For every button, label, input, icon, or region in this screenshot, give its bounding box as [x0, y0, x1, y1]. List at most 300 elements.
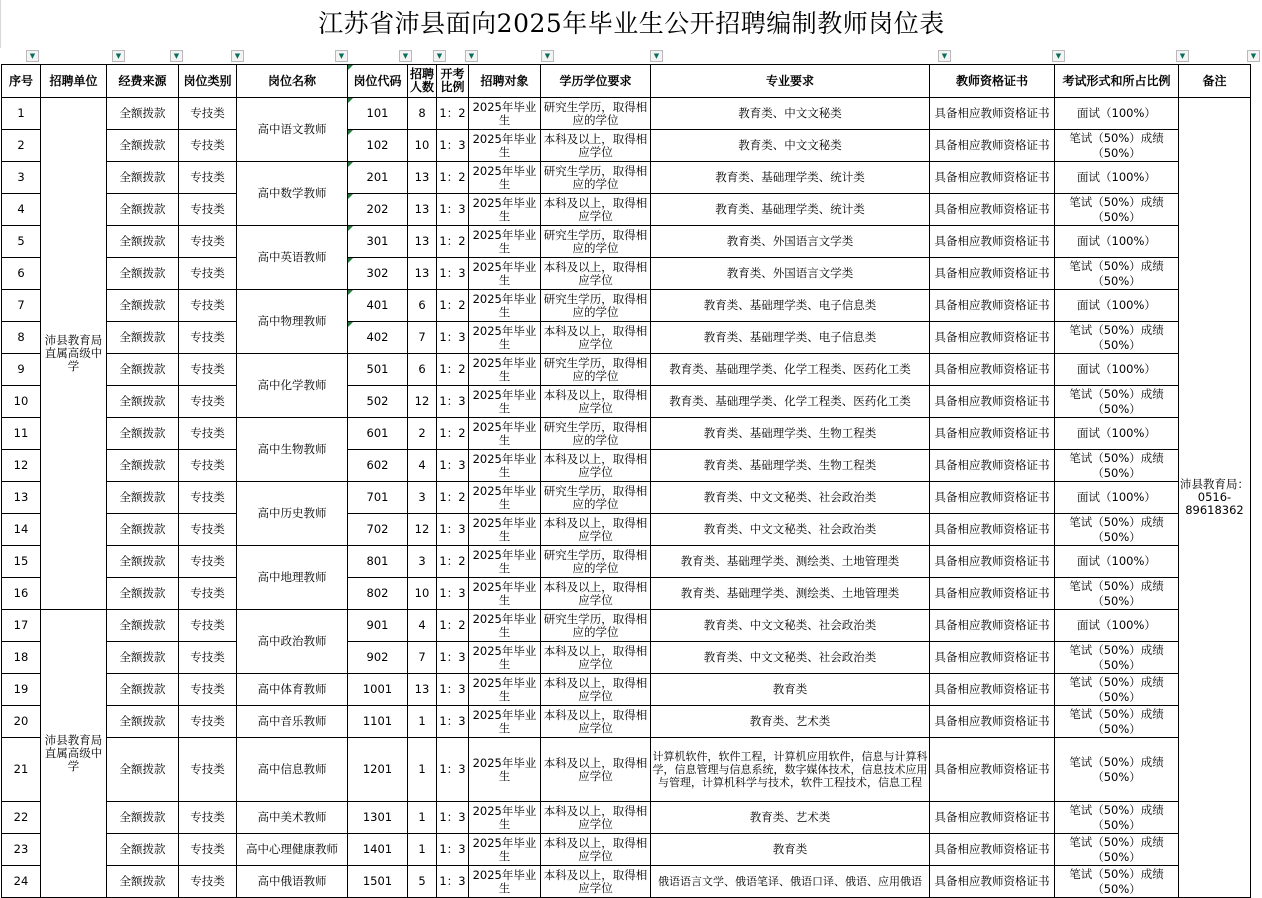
cell-ratio[interactable]: 1：2 [437, 290, 469, 322]
cell-ratio[interactable]: 1：2 [437, 98, 469, 130]
cell-education[interactable]: 本科及以上，取得相应学位 [541, 738, 651, 802]
cell-funding[interactable]: 全额拨款 [107, 322, 179, 354]
cell-post-code[interactable]: 502 [348, 386, 408, 418]
cell-count[interactable]: 10 [408, 578, 437, 610]
cell-post-name[interactable]: 高中地理教师 [237, 546, 348, 610]
cell-funding[interactable]: 全额拨款 [107, 226, 179, 258]
header-seq[interactable]: 序号 [2, 65, 41, 98]
cell-education[interactable]: 本科及以上，取得相应学位 [541, 866, 651, 898]
cell-post-code[interactable]: 102 [348, 130, 408, 162]
cell-cert[interactable]: 具备相应教师资格证书 [930, 866, 1055, 898]
cell-funding[interactable]: 全额拨款 [107, 290, 179, 322]
cell-cert[interactable]: 具备相应教师资格证书 [930, 322, 1055, 354]
cell-category[interactable]: 专技类 [179, 482, 237, 514]
cell-post-code[interactable]: 201 [348, 162, 408, 194]
cell-post-code[interactable]: 301 [348, 226, 408, 258]
cell-major[interactable]: 教育类、基础理学类、统计类 [651, 194, 930, 226]
cell-exam[interactable]: 面试（100%） [1055, 610, 1179, 642]
cell-funding[interactable]: 全额拨款 [107, 578, 179, 610]
cell-major[interactable]: 教育类、基础理学类、电子信息类 [651, 322, 930, 354]
cell-funding[interactable]: 全额拨款 [107, 610, 179, 642]
cell-education[interactable]: 本科及以上，取得相应学位 [541, 322, 651, 354]
cell-exam[interactable]: 面试（100%） [1055, 162, 1179, 194]
cell-target[interactable]: 2025年毕业生 [469, 674, 541, 706]
cell-exam[interactable]: 笔试（50%）成绩（50%） [1055, 450, 1179, 482]
cell-count[interactable]: 4 [408, 450, 437, 482]
cell-cert[interactable]: 具备相应教师资格证书 [930, 674, 1055, 706]
cell-funding[interactable]: 全额拨款 [107, 354, 179, 386]
header-remark[interactable]: 备注 [1179, 65, 1251, 98]
header-education[interactable]: 学历学位要求 [541, 65, 651, 98]
cell-major[interactable]: 教育类、基础理学类、生物工程类 [651, 418, 930, 450]
cell-count[interactable]: 13 [408, 162, 437, 194]
cell-post-name[interactable]: 高中心理健康教师 [237, 834, 348, 866]
cell-seq[interactable]: 24 [2, 866, 41, 898]
cell-exam[interactable]: 笔试（50%）成绩（50%） [1055, 866, 1179, 898]
cell-target[interactable]: 2025年毕业生 [469, 130, 541, 162]
header-cert[interactable]: 教师资格证书 [930, 65, 1055, 98]
cell-post-name[interactable]: 高中美术教师 [237, 802, 348, 834]
cell-major[interactable]: 教育类、基础理学类、统计类 [651, 162, 930, 194]
cell-seq[interactable]: 4 [2, 194, 41, 226]
cell-exam[interactable]: 面试（100%） [1055, 546, 1179, 578]
cell-target[interactable]: 2025年毕业生 [469, 386, 541, 418]
filter-dropdown-icon[interactable]: ▼ [433, 50, 446, 62]
cell-post-code[interactable]: 601 [348, 418, 408, 450]
cell-seq[interactable]: 2 [2, 130, 41, 162]
cell-post-name[interactable]: 高中政治教师 [237, 610, 348, 674]
cell-category[interactable]: 专技类 [179, 514, 237, 546]
cell-seq[interactable]: 22 [2, 802, 41, 834]
cell-funding[interactable]: 全额拨款 [107, 642, 179, 674]
cell-major[interactable]: 教育类、中文文秘类 [651, 130, 930, 162]
cell-major[interactable]: 教育类 [651, 674, 930, 706]
cell-target[interactable]: 2025年毕业生 [469, 834, 541, 866]
cell-cert[interactable]: 具备相应教师资格证书 [930, 706, 1055, 738]
cell-ratio[interactable]: 1：3 [437, 674, 469, 706]
cell-major[interactable]: 教育类、基础理学类、化学工程类、医药化工类 [651, 386, 930, 418]
cell-cert[interactable]: 具备相应教师资格证书 [930, 162, 1055, 194]
cell-post-code[interactable]: 202 [348, 194, 408, 226]
cell-category[interactable]: 专技类 [179, 834, 237, 866]
cell-exam[interactable]: 笔试（50%）成绩（50%） [1055, 322, 1179, 354]
cell-count[interactable]: 6 [408, 354, 437, 386]
cell-post-code[interactable]: 802 [348, 578, 408, 610]
cell-ratio[interactable]: 1：3 [437, 450, 469, 482]
cell-ratio[interactable]: 1：3 [437, 258, 469, 290]
cell-seq[interactable]: 23 [2, 834, 41, 866]
cell-count[interactable]: 7 [408, 322, 437, 354]
cell-ratio[interactable]: 1：3 [437, 738, 469, 802]
cell-count[interactable]: 13 [408, 258, 437, 290]
cell-education[interactable]: 研究生学历，取得相应的学位 [541, 162, 651, 194]
cell-exam[interactable]: 笔试（50%）成绩（50%） [1055, 130, 1179, 162]
header-target[interactable]: 招聘对象 [469, 65, 541, 98]
cell-cert[interactable]: 具备相应教师资格证书 [930, 642, 1055, 674]
cell-seq[interactable]: 16 [2, 578, 41, 610]
cell-education[interactable]: 研究生学历，取得相应的学位 [541, 226, 651, 258]
cell-cert[interactable]: 具备相应教师资格证书 [930, 802, 1055, 834]
cell-post-name[interactable]: 高中信息教师 [237, 738, 348, 802]
cell-ratio[interactable]: 1：2 [437, 482, 469, 514]
cell-exam[interactable]: 笔试（50%）成绩（50%） [1055, 258, 1179, 290]
header-post-code[interactable]: 岗位代码 [348, 65, 408, 98]
cell-cert[interactable]: 具备相应教师资格证书 [930, 354, 1055, 386]
cell-education[interactable]: 研究生学历，取得相应的学位 [541, 418, 651, 450]
cell-ratio[interactable]: 1：2 [437, 546, 469, 578]
cell-education[interactable]: 本科及以上，取得相应学位 [541, 706, 651, 738]
cell-funding[interactable]: 全额拨款 [107, 418, 179, 450]
header-post-name[interactable]: 岗位名称 [237, 65, 348, 98]
cell-seq[interactable]: 13 [2, 482, 41, 514]
cell-target[interactable]: 2025年毕业生 [469, 322, 541, 354]
cell-category[interactable]: 专技类 [179, 386, 237, 418]
cell-cert[interactable]: 具备相应教师资格证书 [930, 386, 1055, 418]
cell-target[interactable]: 2025年毕业生 [469, 578, 541, 610]
header-ratio[interactable]: 开考比例 [437, 65, 469, 98]
cell-seq[interactable]: 9 [2, 354, 41, 386]
cell-post-code[interactable]: 401 [348, 290, 408, 322]
cell-cert[interactable]: 具备相应教师资格证书 [930, 738, 1055, 802]
cell-funding[interactable]: 全额拨款 [107, 738, 179, 802]
cell-seq[interactable]: 18 [2, 642, 41, 674]
cell-seq[interactable]: 8 [2, 322, 41, 354]
cell-funding[interactable]: 全额拨款 [107, 834, 179, 866]
cell-cert[interactable]: 具备相应教师资格证书 [930, 578, 1055, 610]
cell-count[interactable]: 1 [408, 706, 437, 738]
cell-exam[interactable]: 面试（100%） [1055, 290, 1179, 322]
cell-exam[interactable]: 笔试（50%）成绩（50%） [1055, 642, 1179, 674]
cell-ratio[interactable]: 1：2 [437, 162, 469, 194]
cell-exam[interactable]: 笔试（50%）成绩（50%） [1055, 514, 1179, 546]
cell-cert[interactable]: 具备相应教师资格证书 [930, 610, 1055, 642]
cell-target[interactable]: 2025年毕业生 [469, 866, 541, 898]
cell-ratio[interactable]: 1：3 [437, 322, 469, 354]
cell-post-name[interactable]: 高中化学教师 [237, 354, 348, 418]
cell-education[interactable]: 本科及以上，取得相应学位 [541, 258, 651, 290]
cell-category[interactable]: 专技类 [179, 98, 237, 130]
cell-post-code[interactable]: 1001 [348, 674, 408, 706]
cell-cert[interactable]: 具备相应教师资格证书 [930, 258, 1055, 290]
cell-major[interactable]: 教育类 [651, 834, 930, 866]
cell-education[interactable]: 本科及以上，取得相应学位 [541, 578, 651, 610]
cell-target[interactable]: 2025年毕业生 [469, 450, 541, 482]
cell-target[interactable]: 2025年毕业生 [469, 546, 541, 578]
cell-cert[interactable]: 具备相应教师资格证书 [930, 482, 1055, 514]
cell-seq[interactable]: 15 [2, 546, 41, 578]
cell-funding[interactable]: 全额拨款 [107, 194, 179, 226]
cell-count[interactable]: 10 [408, 130, 437, 162]
filter-dropdown-icon[interactable]: ▼ [465, 50, 478, 62]
cell-major[interactable]: 教育类、中文文秘类 [651, 98, 930, 130]
cell-major[interactable]: 俄语语言文学、俄语笔译、俄语口译、俄语、应用俄语 [651, 866, 930, 898]
cell-funding[interactable]: 全额拨款 [107, 706, 179, 738]
cell-count[interactable]: 7 [408, 642, 437, 674]
cell-category[interactable]: 专技类 [179, 130, 237, 162]
filter-dropdown-icon[interactable]: ▼ [541, 50, 554, 62]
cell-category[interactable]: 专技类 [179, 290, 237, 322]
cell-seq[interactable]: 6 [2, 258, 41, 290]
cell-major[interactable]: 教育类、基础理学类、化学工程类、医药化工类 [651, 354, 930, 386]
cell-education[interactable]: 研究生学历，取得相应的学位 [541, 546, 651, 578]
cell-major[interactable]: 教育类、艺术类 [651, 706, 930, 738]
cell-post-code[interactable]: 602 [348, 450, 408, 482]
cell-category[interactable]: 专技类 [179, 578, 237, 610]
cell-exam[interactable]: 笔试（50%）成绩（50%） [1055, 578, 1179, 610]
cell-post-code[interactable]: 801 [348, 546, 408, 578]
cell-post-code[interactable]: 1501 [348, 866, 408, 898]
cell-ratio[interactable]: 1：2 [437, 610, 469, 642]
cell-exam[interactable]: 笔试（50%）成绩（50%） [1055, 834, 1179, 866]
cell-remark[interactable]: 沛县教育局：0516-89618362 [1179, 98, 1251, 898]
cell-exam[interactable]: 笔试（50%）成绩（50%） [1055, 706, 1179, 738]
cell-exam[interactable]: 笔试（50%）成绩（50%） [1055, 194, 1179, 226]
cell-category[interactable]: 专技类 [179, 642, 237, 674]
cell-ratio[interactable]: 1：3 [437, 386, 469, 418]
cell-exam[interactable]: 笔试（50%）成绩（50%） [1055, 802, 1179, 834]
cell-cert[interactable]: 具备相应教师资格证书 [930, 130, 1055, 162]
cell-category[interactable]: 专技类 [179, 706, 237, 738]
cell-exam[interactable]: 面试（100%） [1055, 354, 1179, 386]
cell-category[interactable]: 专技类 [179, 162, 237, 194]
cell-major[interactable]: 教育类、中文文秘类、社会政治类 [651, 610, 930, 642]
cell-funding[interactable]: 全额拨款 [107, 514, 179, 546]
cell-seq[interactable]: 17 [2, 610, 41, 642]
cell-funding[interactable]: 全额拨款 [107, 866, 179, 898]
cell-education[interactable]: 本科及以上，取得相应学位 [541, 386, 651, 418]
cell-count[interactable]: 1 [408, 738, 437, 802]
cell-education[interactable]: 研究生学历，取得相应的学位 [541, 482, 651, 514]
filter-dropdown-icon[interactable]: ▼ [112, 50, 125, 62]
cell-count[interactable]: 6 [408, 290, 437, 322]
cell-funding[interactable]: 全额拨款 [107, 130, 179, 162]
cell-education[interactable]: 研究生学历，取得相应的学位 [541, 354, 651, 386]
cell-post-name[interactable]: 高中历史教师 [237, 482, 348, 546]
cell-major[interactable]: 教育类、外国语言文学类 [651, 226, 930, 258]
cell-category[interactable]: 专技类 [179, 450, 237, 482]
cell-category[interactable]: 专技类 [179, 226, 237, 258]
cell-seq[interactable]: 3 [2, 162, 41, 194]
cell-ratio[interactable]: 1：3 [437, 642, 469, 674]
cell-major[interactable]: 教育类、基础理学类、电子信息类 [651, 290, 930, 322]
cell-target[interactable]: 2025年毕业生 [469, 98, 541, 130]
cell-exam[interactable]: 面试（100%） [1055, 418, 1179, 450]
cell-post-code[interactable]: 1401 [348, 834, 408, 866]
cell-count[interactable]: 13 [408, 194, 437, 226]
cell-category[interactable]: 专技类 [179, 418, 237, 450]
cell-funding[interactable]: 全额拨款 [107, 258, 179, 290]
cell-post-name[interactable]: 高中音乐教师 [237, 706, 348, 738]
header-exam[interactable]: 考试形式和所占比例 [1055, 65, 1179, 98]
cell-major[interactable]: 教育类、艺术类 [651, 802, 930, 834]
cell-target[interactable]: 2025年毕业生 [469, 290, 541, 322]
cell-category[interactable]: 专技类 [179, 546, 237, 578]
cell-target[interactable]: 2025年毕业生 [469, 514, 541, 546]
cell-seq[interactable]: 7 [2, 290, 41, 322]
cell-education[interactable]: 本科及以上，取得相应学位 [541, 834, 651, 866]
cell-target[interactable]: 2025年毕业生 [469, 258, 541, 290]
cell-post-code[interactable]: 702 [348, 514, 408, 546]
cell-funding[interactable]: 全额拨款 [107, 386, 179, 418]
cell-exam[interactable]: 笔试（50%）成绩（50%） [1055, 738, 1179, 802]
cell-category[interactable]: 专技类 [179, 738, 237, 802]
cell-major[interactable]: 教育类、基础理学类、测绘类、土地管理类 [651, 578, 930, 610]
filter-dropdown-icon[interactable]: ▼ [650, 50, 663, 62]
cell-cert[interactable]: 具备相应教师资格证书 [930, 194, 1055, 226]
filter-dropdown-icon[interactable]: ▼ [26, 50, 39, 62]
cell-category[interactable]: 专技类 [179, 866, 237, 898]
cell-major[interactable]: 计算机软件，软件工程，计算机应用软件，信息与计算科学，信息管理与信息系统，数字媒体技术，信息技术应用与管理，计算机科学与技术，软件工程技术，信息工程 [651, 738, 930, 802]
header-unit[interactable]: 招聘单位 [41, 65, 107, 98]
filter-dropdown-icon[interactable]: ▼ [399, 50, 412, 62]
cell-post-name[interactable]: 高中数学教师 [237, 162, 348, 226]
cell-target[interactable]: 2025年毕业生 [469, 738, 541, 802]
cell-count[interactable]: 5 [408, 866, 437, 898]
cell-count[interactable]: 12 [408, 386, 437, 418]
cell-funding[interactable]: 全额拨款 [107, 162, 179, 194]
cell-post-code[interactable]: 701 [348, 482, 408, 514]
cell-exam[interactable]: 笔试（50%）成绩（50%） [1055, 386, 1179, 418]
cell-target[interactable]: 2025年毕业生 [469, 610, 541, 642]
cell-cert[interactable]: 具备相应教师资格证书 [930, 514, 1055, 546]
cell-seq[interactable]: 10 [2, 386, 41, 418]
cell-education[interactable]: 研究生学历，取得相应的学位 [541, 98, 651, 130]
cell-funding[interactable]: 全额拨款 [107, 802, 179, 834]
cell-ratio[interactable]: 1：2 [437, 226, 469, 258]
cell-education[interactable]: 本科及以上，取得相应学位 [541, 450, 651, 482]
cell-count[interactable]: 3 [408, 546, 437, 578]
cell-education[interactable]: 本科及以上，取得相应学位 [541, 514, 651, 546]
filter-dropdown-icon[interactable]: ▼ [335, 50, 348, 62]
cell-major[interactable]: 教育类、基础理学类、生物工程类 [651, 450, 930, 482]
cell-funding[interactable]: 全额拨款 [107, 98, 179, 130]
cell-exam[interactable]: 笔试（50%）成绩（50%） [1055, 674, 1179, 706]
cell-count[interactable]: 1 [408, 802, 437, 834]
cell-count[interactable]: 1 [408, 834, 437, 866]
cell-major[interactable]: 教育类、外国语言文学类 [651, 258, 930, 290]
cell-ratio[interactable]: 1：2 [437, 418, 469, 450]
cell-category[interactable]: 专技类 [179, 802, 237, 834]
filter-dropdown-icon[interactable]: ▼ [1247, 50, 1260, 62]
cell-exam[interactable]: 面试（100%） [1055, 98, 1179, 130]
cell-ratio[interactable]: 1：3 [437, 194, 469, 226]
cell-category[interactable]: 专技类 [179, 354, 237, 386]
cell-target[interactable]: 2025年毕业生 [469, 354, 541, 386]
cell-cert[interactable]: 具备相应教师资格证书 [930, 290, 1055, 322]
cell-seq[interactable]: 11 [2, 418, 41, 450]
filter-dropdown-icon[interactable]: ▼ [1052, 50, 1065, 62]
header-funding[interactable]: 经费来源 [107, 65, 179, 98]
cell-ratio[interactable]: 1：3 [437, 514, 469, 546]
cell-cert[interactable]: 具备相应教师资格证书 [930, 834, 1055, 866]
cell-unit[interactable]: 沛县教育局直属高级中学 [41, 610, 107, 898]
filter-dropdown-icon[interactable]: ▼ [231, 50, 244, 62]
cell-funding[interactable]: 全额拨款 [107, 450, 179, 482]
cell-post-name[interactable]: 高中俄语教师 [237, 866, 348, 898]
header-major[interactable]: 专业要求 [651, 65, 930, 98]
filter-dropdown-icon[interactable]: ▼ [938, 50, 951, 62]
cell-post-name[interactable]: 高中体育教师 [237, 674, 348, 706]
cell-ratio[interactable]: 1：3 [437, 834, 469, 866]
cell-category[interactable]: 专技类 [179, 610, 237, 642]
cell-count[interactable]: 2 [408, 418, 437, 450]
cell-post-code[interactable]: 901 [348, 610, 408, 642]
cell-post-code[interactable]: 101 [348, 98, 408, 130]
cell-post-code[interactable]: 501 [348, 354, 408, 386]
cell-major[interactable]: 教育类、中文文秘类、社会政治类 [651, 642, 930, 674]
cell-ratio[interactable]: 1：3 [437, 130, 469, 162]
cell-education[interactable]: 本科及以上，取得相应学位 [541, 194, 651, 226]
cell-education[interactable]: 本科及以上，取得相应学位 [541, 130, 651, 162]
cell-seq[interactable]: 1 [2, 98, 41, 130]
cell-seq[interactable]: 5 [2, 226, 41, 258]
cell-major[interactable]: 教育类、中文文秘类、社会政治类 [651, 514, 930, 546]
cell-cert[interactable]: 具备相应教师资格证书 [930, 418, 1055, 450]
cell-post-name[interactable]: 高中语文教师 [237, 98, 348, 162]
cell-target[interactable]: 2025年毕业生 [469, 642, 541, 674]
cell-post-code[interactable]: 302 [348, 258, 408, 290]
cell-target[interactable]: 2025年毕业生 [469, 706, 541, 738]
cell-post-code[interactable]: 1101 [348, 706, 408, 738]
header-category[interactable]: 岗位类别 [179, 65, 237, 98]
cell-count[interactable]: 3 [408, 482, 437, 514]
cell-target[interactable]: 2025年毕业生 [469, 226, 541, 258]
cell-category[interactable]: 专技类 [179, 322, 237, 354]
cell-major[interactable]: 教育类、中文文秘类、社会政治类 [651, 482, 930, 514]
cell-post-name[interactable]: 高中物理教师 [237, 290, 348, 354]
cell-seq[interactable]: 19 [2, 674, 41, 706]
cell-education[interactable]: 本科及以上，取得相应学位 [541, 642, 651, 674]
cell-ratio[interactable]: 1：3 [437, 866, 469, 898]
cell-target[interactable]: 2025年毕业生 [469, 418, 541, 450]
cell-post-code[interactable]: 1201 [348, 738, 408, 802]
cell-cert[interactable]: 具备相应教师资格证书 [930, 546, 1055, 578]
cell-ratio[interactable]: 1：2 [437, 354, 469, 386]
cell-post-name[interactable]: 高中英语教师 [237, 226, 348, 290]
cell-ratio[interactable]: 1：3 [437, 706, 469, 738]
filter-dropdown-icon[interactable]: ▼ [1176, 50, 1189, 62]
cell-post-code[interactable]: 1301 [348, 802, 408, 834]
cell-target[interactable]: 2025年毕业生 [469, 482, 541, 514]
cell-target[interactable]: 2025年毕业生 [469, 194, 541, 226]
cell-target[interactable]: 2025年毕业生 [469, 162, 541, 194]
cell-category[interactable]: 专技类 [179, 258, 237, 290]
cell-funding[interactable]: 全额拨款 [107, 674, 179, 706]
cell-funding[interactable]: 全额拨款 [107, 482, 179, 514]
cell-count[interactable]: 13 [408, 226, 437, 258]
cell-count[interactable]: 4 [408, 610, 437, 642]
cell-cert[interactable]: 具备相应教师资格证书 [930, 450, 1055, 482]
cell-unit[interactable]: 沛县教育局直属高级中学 [41, 98, 107, 610]
cell-education[interactable]: 本科及以上，取得相应学位 [541, 802, 651, 834]
cell-ratio[interactable]: 1：3 [437, 802, 469, 834]
cell-funding[interactable]: 全额拨款 [107, 546, 179, 578]
cell-exam[interactable]: 面试（100%） [1055, 482, 1179, 514]
cell-exam[interactable]: 面试（100%） [1055, 226, 1179, 258]
cell-post-code[interactable]: 902 [348, 642, 408, 674]
cell-major[interactable]: 教育类、基础理学类、测绘类、土地管理类 [651, 546, 930, 578]
cell-education[interactable]: 研究生学历，取得相应的学位 [541, 610, 651, 642]
cell-education[interactable]: 本科及以上，取得相应学位 [541, 674, 651, 706]
cell-count[interactable]: 12 [408, 514, 437, 546]
cell-cert[interactable]: 具备相应教师资格证书 [930, 98, 1055, 130]
cell-post-name[interactable]: 高中生物教师 [237, 418, 348, 482]
cell-education[interactable]: 研究生学历，取得相应的学位 [541, 290, 651, 322]
cell-target[interactable]: 2025年毕业生 [469, 802, 541, 834]
cell-post-code[interactable]: 402 [348, 322, 408, 354]
cell-cert[interactable]: 具备相应教师资格证书 [930, 226, 1055, 258]
header-count[interactable]: 招聘人数 [408, 65, 437, 98]
